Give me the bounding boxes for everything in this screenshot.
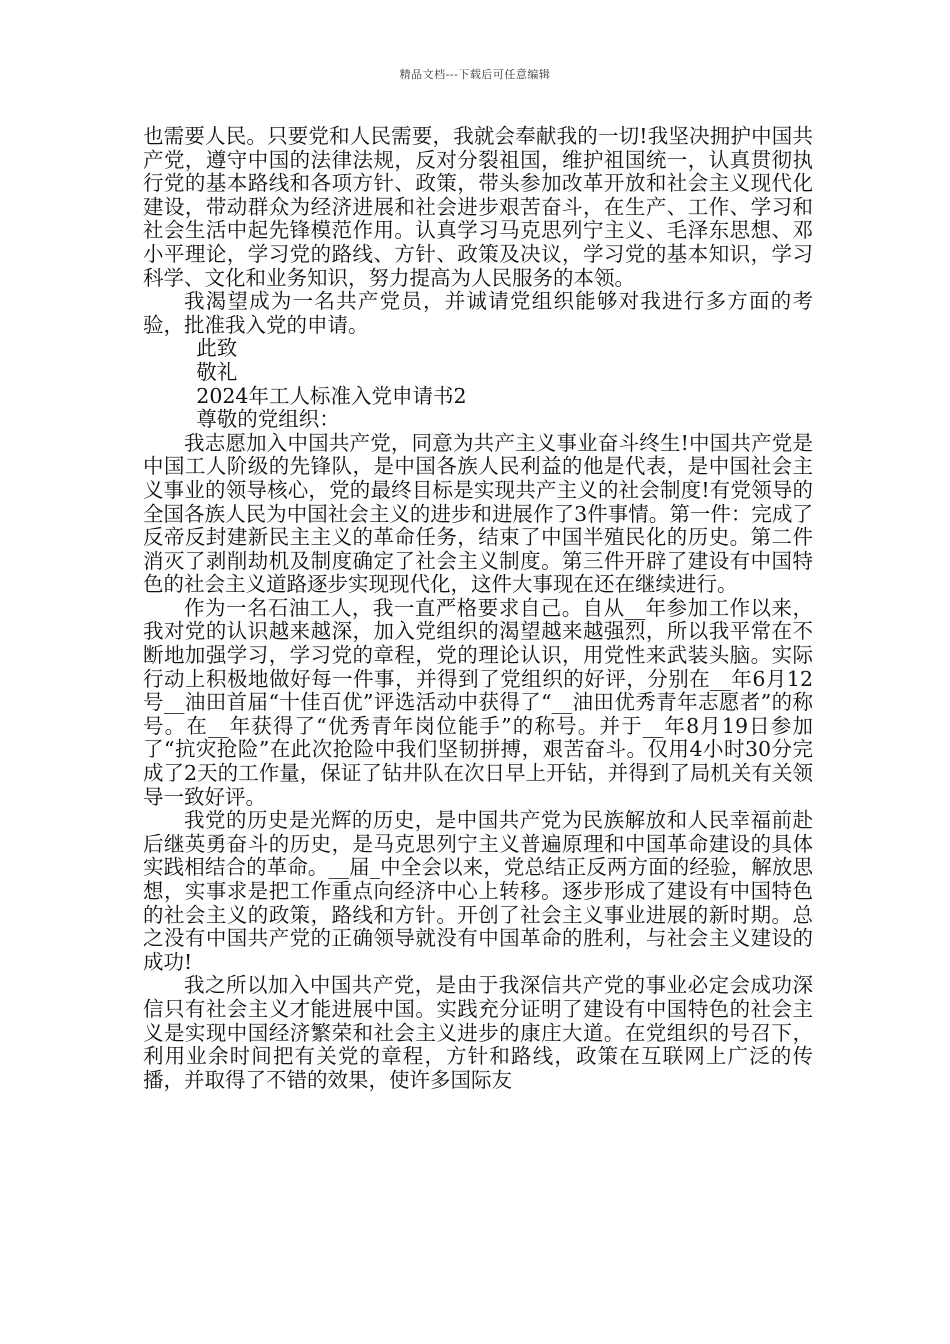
paragraph-6: 我之所以加入中国共产党，是由于我深信共产党的事业必定会成功深信只有社会主义才能进展中国。实践充分证明了建设有中国特色的社会主义是实现中国经济繁荣和社会主义进步的康庄大道。在党组织的号召下，利用业余时间把有关党的章程，方针和路线，政策在互联网上广泛的传播，并取得了不错的效果，使许多国际友 [143, 973, 813, 1092]
section-title: 2024年工人标准入党申请书2 [196, 383, 467, 408]
salutation: 尊敬的党组织： [196, 407, 340, 432]
page-header: 精品文档---下载后可任意编辑 [399, 68, 551, 81]
closing-line-2: 敬礼 [196, 359, 238, 384]
paragraph-5: 我党的历史是光辉的历史，是中国共产党为民族解放和人民幸福前赴后继英勇奋斗的历史，是马克思列宁主义普遍原理和中国革命建设的具体实践相结合的革命。__届_中全会以来，党总结正反两方面的经验，解放思想，实事求是把工作重点向经济中心上转移。逐步形成了建设有中国特色的社会主义的政策，路线和方针。开创了社会主义事业进展的新时期。总之没有中国共产党的正确领导就没有中国革命的胜利，与社会主义建设的成功! [143, 808, 813, 974]
closing-line-1: 此致 [196, 336, 238, 361]
paragraph-3: 我志愿加入中国共产党，同意为共产主义事业奋斗终生!中国共产党是中国工人阶级的先锋队，是中国各族人民利益的他是代表，是中国社会主义事业的领导核心，党的最终目标是实现共产主义的社会制度!有党领导的全国各族人民为中国社会主义的进步和进展作了3件事情。第一件：完成了反帝反封建新民主主义的革命任务，结束了中国半殖民化的历史。第二件消灭了剥削劫机及制度确定了社会主义制度。第三件开辟了建设有中国特色的社会主义道路逐步实现现代化，这件大事现在还在继续进行。 [143, 430, 813, 597]
paragraph-4: 作为一名石油工人，我一直严格要求自己。自从__年参加工作以来，我对党的认识越来越深，加入党组织的渴望越来越强烈，所以我平常在不断地加强学习，学习党的章程，党的理论认识，用党性来武装头脑。实际行动上积极地做好每一件事，并得到了党组织的好评，分别在__年6月12号__油田首届“十佳百优”评选活动中获得了“__油田优秀青年志愿者”的称号。在__年获得了“优秀青年岗位能手”的称号。并于__年8月19日参加了“抗灾抢险”在此次抢险中我们坚韧拼搏，艰苦奋斗。仅用4小时30分完成了2天的工作量，保证了钻井队在次日早上开钻，并得到了局机关有关领导一致好评。 [143, 595, 813, 809]
document-body [143, 125, 813, 1092]
paragraph-1: 也需要人民。只要党和人民需要，我就会奉献我的一切!我坚决拥护中国共产党，遵守中国的法律法规，反对分裂祖国，维护祖国统一，认真贯彻执行党的基本路线和各项方针、政策，带头参加改革开放和社会主义现代化建设，带动群众为经济进展和社会进步艰苦奋斗，在生产、工作、学习和社会生活中起先锋模范作用。认真学习马克思列宁主义、毛泽东思想、邓小平理论，学习党的路线、方针、政策及决议，学习党的基本知识，学习科学、文化和业务知识，努力提高为人民服务的本领。 [143, 124, 813, 290]
paragraph-2: 我渴望成为一名共产党员，并诚请党组织能够对我进行多方面的考验，批准我入党的申请。 [143, 289, 813, 337]
